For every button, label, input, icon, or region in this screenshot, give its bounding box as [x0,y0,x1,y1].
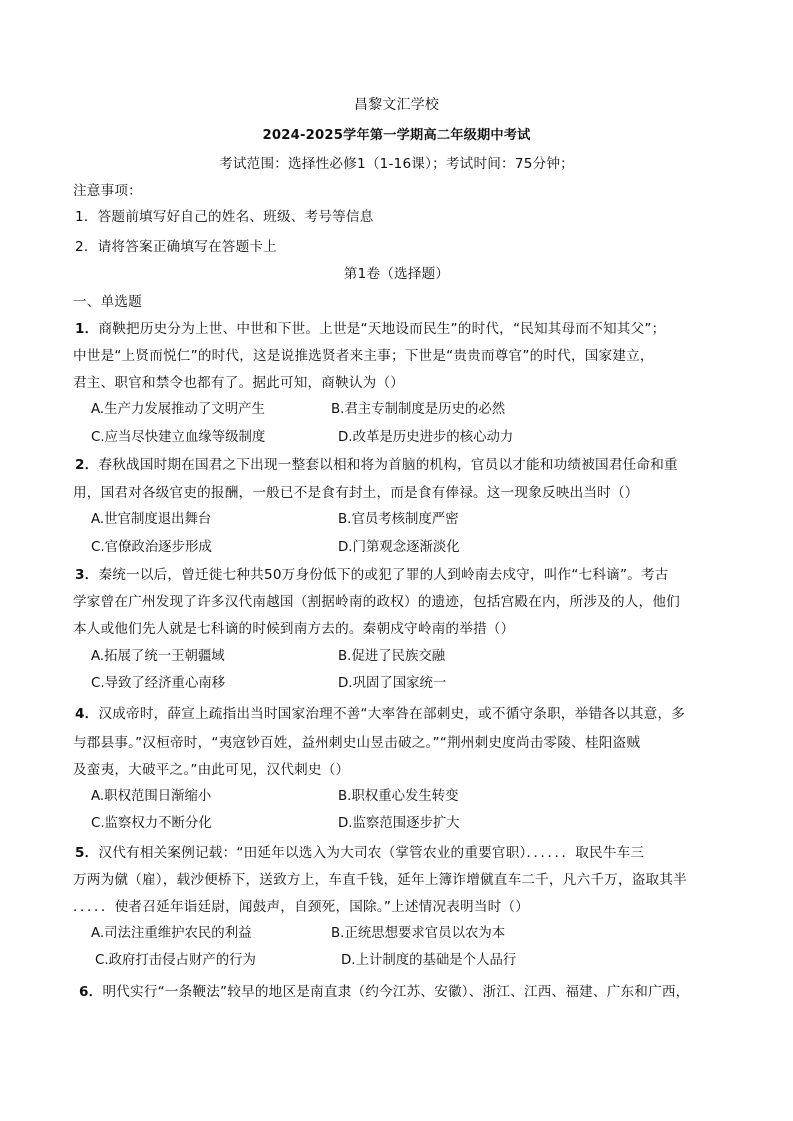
part-title: 一、单选题 [73,294,142,310]
option-c: C.官僚政治逐步形成 [91,540,212,555]
question-number: 5． [75,845,99,861]
question-text: 用，国君对各级官吏的报酬，一般已不是食有封土，而是食有俸禄。这一现象反映出当时（） [73,485,639,501]
option-a: A.职权范围日渐缩小 [91,789,212,804]
question-text: 君主、职官和禁令也都有了。据此可知，商鞅认为（） [73,375,405,391]
option-c: C.监察权力不断分化 [91,816,212,831]
question-text: 及蛮夷，大破平之。”由此可见，汉代刺史（） [73,762,350,778]
question-text: 中世是“上贤而悦仁”的时代，这是说推选贤者来主事；下世是“贵贵而尊官”的时代，国家建立， [73,348,654,364]
option-a: A.司法注重维护农民的利益 [91,926,252,941]
question-text: 与郡县事。”汉桓帝时，“夷寇钞百姓，益州刺史山昱击破之。”“荆州刺史度尚击零陵、桂阳盗贼 [73,735,641,751]
volume-title: 第1卷（选择题） [343,266,450,282]
notes-heading: 注意事项： [73,183,142,199]
question-text: 4．汉成帝时，薛宣上疏指出当时国家治理不善“大率咎在部刺史，或不循守条职，举错各以其意，多 [75,706,686,722]
option-b: B.正统思想要求官员以农为本 [331,926,506,941]
question-number: 4． [75,706,99,722]
question-text: 本人或他们先人就是七科谪的时候到南方去的。秦朝戍守岭南的举措（） [73,621,515,637]
question-text: 学家曾在广州发现了许多汉代南越国（割据岭南的政权）的遗迹，包括宫殿在内，所涉及的人，他们 [73,594,680,610]
option-b: B.职权重心发生转变 [338,789,459,804]
option-d: D.上计制度的基础是个人品行 [341,953,517,968]
option-b: B.促进了民族交融 [338,649,446,664]
question-number: 1． [75,321,99,337]
question-text: 2．春秋战国时期在国君之下出现一整套以相和将为首脑的机构，官员以才能和功绩被国君任命和重 [75,457,678,473]
option-b: B.官员考核制度严密 [338,512,459,527]
option-c: C.政府打击侵占财产的行为 [95,953,256,968]
question-text: 6．明代实行“一条鞭法”较早的地区是南直隶（约今江苏、安徽）、浙江、江西、福建、广东和广西， [79,984,690,1000]
exam-title: 2024-2025学年第一学期高二年级期中考试 [262,128,531,143]
option-d: D.门第观念逐渐淡化 [338,540,460,555]
question-text: 万两为僦（雇），载沙便桥下，送致方上，车直千钱，延年上簿诈增僦直车二千，凡六千万，盗取其半 [73,872,687,888]
question-text: 3．秦统一以后，曾迁徙七种共50万身份低下的或犯了罪的人到岭南去戍守，叫作“七科谪”。考古 [75,567,669,583]
exam-scope-line: 考试范围：选择性必修1（1-16课）；考试时间：75分钟； [219,156,574,172]
option-d: D.监察范围逐步扩大 [338,816,460,831]
option-c: C.导致了经济重心南移 [91,676,226,691]
note-item: 2．请将答案正确填写在答题卡上 [75,239,277,255]
option-c: C.应当尽快建立血缘等级制度 [91,430,266,445]
school-name: 昌黎文汇学校 [353,97,440,113]
question-text: 5．汉代有相关案例记载：“田延年以选入为大司农（掌管农业的重要官职）．．．．．．取民牛车三 [75,845,645,861]
note-item: 1．答题前填写好自己的姓名、班级、考号等信息 [75,209,374,225]
option-a: A.拓展了统一王朝疆域 [91,649,225,664]
question-number: 3． [75,567,99,583]
question-number: 6． [79,984,103,1000]
option-b: B.君主专制制度是历史的必然 [331,402,506,417]
question-number: 2． [75,457,99,473]
option-d: D.巩固了国家统一 [338,676,447,691]
option-a: A.生产力发展推动了文明产生 [91,402,265,417]
option-d: D.改革是历史进步的核心动力 [338,430,514,445]
question-text: 1．商鞅把历史分为上世、中世和下世。上世是“天地设而民生”的时代，“民知其母而不知其父”； [75,321,666,337]
question-text: ．．．．．使者召延年诣廷尉，闻鼓声，自颈死，国除。”上述情况表明当时（） [73,899,530,915]
option-a: A.世官制度退出舞台 [91,512,212,527]
